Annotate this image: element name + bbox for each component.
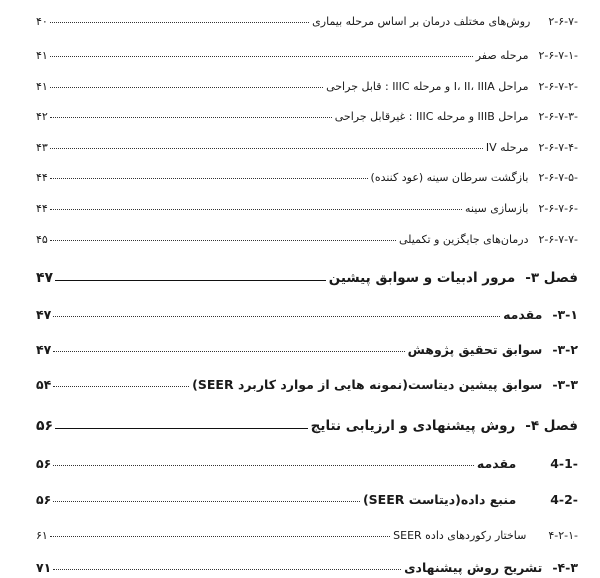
toc-entry-number: -۲-۶-۷-۶ (538, 202, 578, 215)
toc-entry (36, 38, 578, 62)
toc-entry-number: ۳-۳- (552, 377, 578, 392)
toc-entry-number: ۳-۲- (552, 342, 578, 357)
toc-entry-page: ۴۱ (36, 49, 48, 62)
toc-entry-page: ۴۴ (36, 171, 48, 184)
toc-entry (36, 447, 578, 471)
toc-entry-number: -۲-۶-۷-۵ (538, 171, 578, 184)
toc-entry-number: -۲-۶-۷-۴ (538, 141, 578, 154)
dot-leader (53, 316, 500, 317)
dot-leader (53, 351, 404, 352)
toc-entry-number: -۲-۶-۷-۱ (538, 49, 578, 62)
toc-chapter-entry (36, 262, 578, 286)
toc-entry-title: درمان‌های جایگزین و تکمیلی (398, 233, 529, 246)
toc-entry-page: ۴۳ (36, 141, 48, 154)
toc-entry-page: ۵۴ (36, 377, 52, 392)
toc-entry-title: تشریح روش پیشنهادی (404, 560, 543, 575)
toc-entry-title: مراحل IIIB و مرحله IIIC : غیرقابل جراحی (334, 110, 529, 123)
toc-entry-title: مرحله IV (485, 141, 529, 154)
dot-leader (50, 56, 473, 57)
leader-line (55, 428, 308, 429)
toc-entry-number: -4-2 (550, 492, 578, 507)
toc-entry-number: ۴-۳- (552, 560, 578, 575)
dot-leader (53, 569, 401, 570)
toc-entry-title: مراحل I، II، IIIA و مرحله IIIC : قابل جراحی (326, 80, 529, 93)
toc-entry-number: -۴-۲-۱ (548, 529, 578, 542)
dot-leader (50, 536, 390, 537)
dot-leader (50, 117, 332, 118)
toc-entry (36, 69, 578, 93)
toc-entry-page: ۴۷ (36, 270, 54, 286)
toc-entry-title: سوابق تحقیق پژوهش (407, 342, 543, 357)
toc-entry-page: ۵۶ (36, 456, 52, 471)
toc-entry-page: ۴۷ (36, 342, 52, 357)
toc-entry-title: ساختار رکوردهای داده SEER (393, 529, 527, 542)
toc-entry (36, 160, 578, 184)
dot-leader (50, 178, 368, 179)
toc-entry-title: سوابق پیشین دیتاست(نمونه هایی از موارد کاربرد SEER) (192, 377, 543, 392)
toc-entry-title: مرحله صفر (475, 49, 529, 62)
toc-entry-page: ۴۰ (36, 15, 48, 28)
toc-entry-page: ۶۱ (36, 529, 48, 542)
toc-entry (36, 99, 578, 123)
dot-leader (50, 22, 309, 23)
dot-leader (53, 501, 360, 502)
toc-entry (36, 483, 578, 507)
toc-entry-title: منبع داده(دیتاست SEER) (362, 492, 517, 507)
dot-leader (50, 148, 483, 149)
dot-leader (50, 87, 323, 88)
toc-entry (36, 368, 578, 392)
toc-entry-title: مرور ادبیات و سوابق پیشین (328, 270, 516, 286)
toc-entry-number: -۲-۶-۷-۳ (538, 110, 578, 123)
toc-entry-number: فصل ۳- (525, 270, 578, 286)
toc-entry-page: ۴۲ (36, 110, 48, 123)
toc-entry-page: ۴۱ (36, 80, 48, 93)
toc-entry-page: ۷۱ (36, 560, 52, 575)
toc-entry-page: ۴۷ (36, 307, 52, 322)
toc-entry (36, 551, 578, 575)
dot-leader (53, 386, 189, 387)
toc-entry-number: -۲-۶-۷-۲ (538, 80, 578, 93)
toc-entry-title: بازگشت سرطان سینه (عود کننده) (370, 171, 529, 184)
toc-entry-number: -4-1 (550, 456, 578, 471)
toc-entry (36, 130, 578, 154)
toc-entry-title: روش‌های مختلف درمان بر اساس مرحله بیماری (312, 15, 531, 28)
toc-entry-page: ۵۶ (36, 492, 52, 507)
dot-leader (50, 240, 396, 241)
toc-entry-title: مقدمه (476, 456, 517, 471)
toc-entry-page: ۴۴ (36, 202, 48, 215)
toc-entry-title: روش پیشنهادی و ارزیابی نتایج (310, 418, 516, 434)
dot-leader (53, 465, 474, 466)
leader-line (55, 280, 326, 281)
toc-entry-number: فصل ۴- (525, 418, 578, 434)
toc-entry-title: بازسازی سینه (465, 202, 529, 215)
toc-entry (36, 222, 578, 246)
dot-leader (50, 209, 462, 210)
toc-entry-title: مقدمه (503, 307, 543, 322)
toc-entry-page: ۴۵ (36, 233, 48, 246)
toc-entry (36, 333, 578, 357)
toc-entry (36, 4, 578, 28)
toc-chapter-entry (36, 410, 578, 434)
toc-entry-number: -۲-۶-۷ (548, 15, 578, 28)
toc-entry (36, 518, 578, 542)
toc-entry (36, 298, 578, 322)
toc-entry-page: ۵۶ (36, 418, 54, 434)
toc-entry-number: -۲-۶-۷-۷ (538, 233, 578, 246)
toc-entry-number: ۳-۱- (552, 307, 578, 322)
toc-entry (36, 191, 578, 215)
